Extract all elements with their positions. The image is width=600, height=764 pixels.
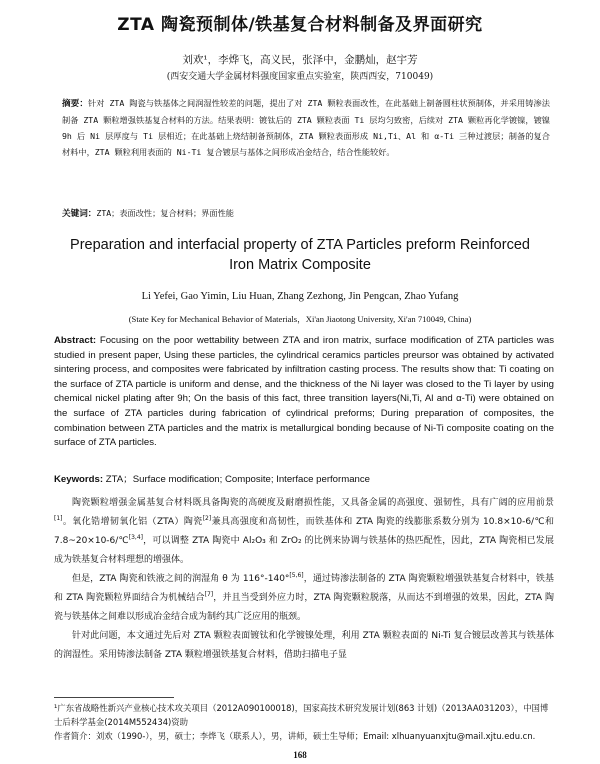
body-text-span: 兼具高强度和高韧性，而铁基体和 ZTA 陶瓷的线膨胀系数分别为 10.8×10-6/℃和 7.8~20×10-6/℃	[54, 517, 555, 546]
authors-chinese: 刘欢¹，李烨飞，高义民，张泽中，金鹏灿，赵宇芳	[182, 54, 418, 66]
body-paragraph-1	[54, 494, 554, 570]
abstract-chinese-label: 摘要：	[62, 99, 88, 109]
body-text	[54, 494, 554, 665]
citation-ref: [3,4]	[128, 534, 143, 541]
footnote-author-info: 作者简介：刘欢（1990-），男，硕士；李烨飞（联系人），男，讲师，硕士生导师；Email: xlhuanyuanxjtu@mail.xjtu.edu.cn.	[54, 731, 536, 741]
body-paragraph-3: 针对此问题，本文通过先后对 ZTA 颗粒表面镀钛和化学镀镍处理，利用 ZTA 颗粒表面的 Ni-Ti 复合镀层改善其与铁基体的润湿性。采用铸渗法制备 ZTA 颗粒增强铁基复合材料，借助扫描电子显	[54, 631, 554, 660]
abstract-english-label: Abstract:	[54, 335, 97, 346]
abstract-chinese	[62, 95, 550, 160]
abstract-english	[54, 334, 554, 451]
footnotes	[54, 701, 554, 743]
title-chinese: ZTA 陶瓷预制体/铁基复合材料制备及界面研究	[117, 15, 483, 35]
citation-ref: [1]	[54, 515, 63, 522]
body-text-span: 陶瓷颗粒增强金属基复合材料既具备陶瓷的高硬度及耐磨损性能，又具备金属的高强度、强韧性，具有广阔的应用前景	[72, 498, 554, 508]
body-text-span: 。氧化锆增韧氧化铝（ZTA）陶瓷	[62, 517, 203, 527]
keywords-english	[54, 471, 554, 485]
keywords-chinese-label: 关键词：	[62, 209, 97, 219]
footnote-divider	[54, 697, 174, 698]
keywords-chinese	[62, 207, 550, 219]
citation-ref: [2]	[202, 515, 212, 522]
keywords-english-label: Keywords:	[54, 474, 104, 485]
citation-ref: [5,6]	[289, 572, 304, 579]
page-number: 168	[293, 750, 307, 760]
body-text-span: ，可以调整 ZTA 陶瓷中 Al₂O₃ 和 ZrO₂ 的比例来协调与铁基体的热匹配性，因此，ZTA 陶瓷相已发展成为铁基复合材料理想的增强体。	[54, 536, 554, 565]
affiliation-chinese: (西安交通大学金属材料强度国家重点实验室，陕西西安，710049)	[166, 72, 434, 82]
abstract-english-text: Focusing on the poor wettability between ZTA and iron matrix, surface modification of ZTA particles was studied in present paper, Using these particles, the cylindrical ceramics particles preursor was obtained by activated sintering process, and composites were fabricated by infiltration casting process. The results show that: Ti coating on the surface of ZTA particle is uniform and dense, and the thickness of the Ni layer was closed to the Ti layer by using chemical nickel plating after 9h; On the basis of this fact, three transition layers(Ni,Ti, Al and α-Ti) were obtained on the surface of ZTA particles during fabrication of cylindrical preforms; During preparation of composites, the combination between ZTA particles and the matrix is metallurgical bonding because of Ni-Ti composite coating on the surface of ZTA particles.	[54, 335, 554, 449]
keywords-english-text: ZTA；Surface modification; Composite; Interface performance	[105, 474, 371, 485]
body-text-span: ，并且当受到外应力时，ZTA 陶瓷颗粒脱落，从而达不到增强的效果，因此，ZTA 陶瓷与铁基体之间难以形成冶金结合成为制约其广泛应用的瓶颈。	[54, 593, 555, 622]
body-text-span: ，通过铸渗法制备的 ZTA 陶瓷颗粒增强铁基复合材料中，铁基和 ZTA 陶瓷颗粒界面结合为机械结合	[54, 574, 554, 603]
title-english-line-1: Preparation and interfacial property of ZTA Particles preform Reinforced	[70, 237, 530, 253]
affiliation-english: (State Key for Mechanical Behavior of Materials，Xi'an Jiaotong University, Xi'an 710049, China)	[128, 314, 472, 324]
title-english-line-2: Iron Matrix Composite	[229, 257, 371, 273]
footnote-funding: ¹广东省战略性新兴产业核心技术攻关项目（2012A090100018)，国家高技术研究发展计划(863 计划)（2013AA031203），中国博士后科学基金(2014M552434)资助	[54, 703, 549, 727]
body-text-span: 但是，ZTA 陶瓷和铁液之间的润湿角 θ 为 116°-140°	[72, 574, 290, 584]
title-english	[60, 235, 540, 275]
keywords-chinese-text: ZTA；表面改性；复合材料；界面性能	[96, 208, 234, 218]
citation-ref: [7]	[204, 591, 214, 598]
body-paragraph-2	[54, 570, 554, 627]
abstract-chinese-text: 针对 ZTA 陶瓷与铁基体之间润湿性较差的问题，提出了对 ZTA 颗粒表面改性，在此基础上制备圆柱状预制体，并采用铸渗法制备 ZTA 颗粒增强铁基复合材料的方法。结果表明：镀钛后的 ZTA 颗粒表面 Ti 层均匀致密，后续对 ZTA 颗粒再化学镀镍，镀镍 9h 后 Ni 层厚度与 Ti 层相近；在此基础上烧结制备预制体，ZTA 颗粒表面形成 Ni,Ti、Al 和 α-Ti 三种过渡层；制备的复合材料中，ZTA 颗粒利用表面的 Ni-Ti 复合镀层与基体之间形成冶金结合，结合性能较好。	[62, 98, 550, 157]
authors-english: Li Yefei, Gao Yimin, Liu Huan, Zhang Zezhong, Jin Pengcan, Zhao Yufang	[141, 291, 459, 302]
